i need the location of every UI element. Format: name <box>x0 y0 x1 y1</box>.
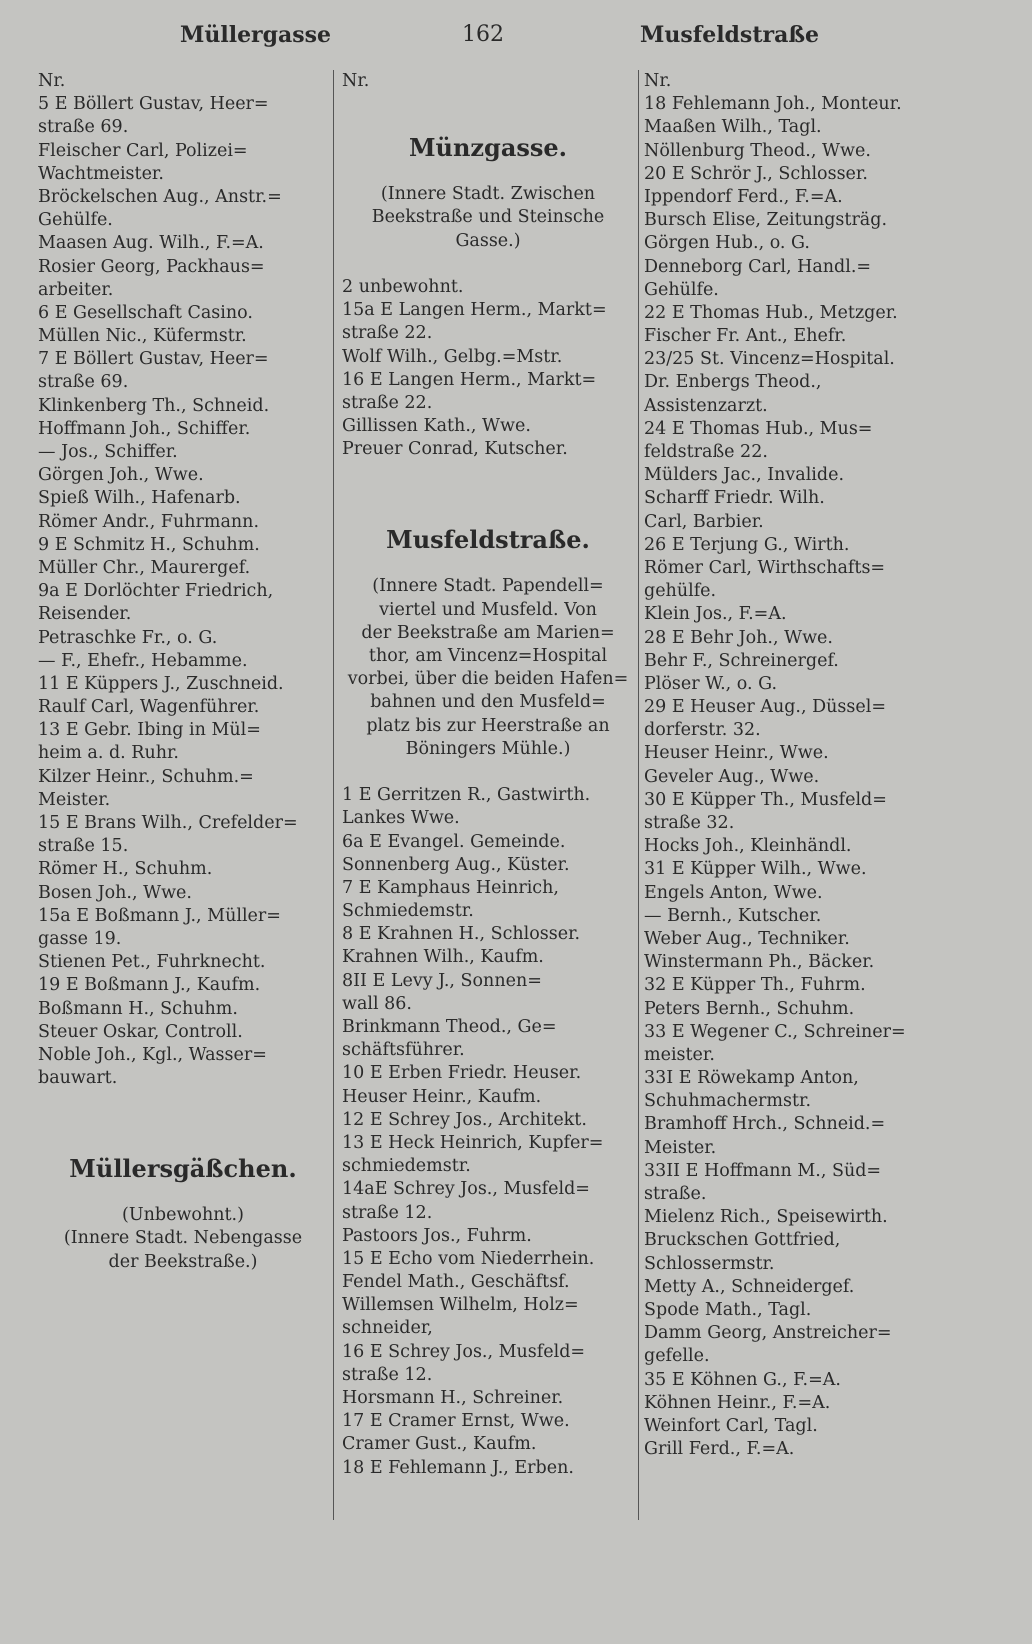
entry-line: feldstraße 22. <box>644 442 768 462</box>
description-line: (Innere Stadt. Nebengasse <box>63 1228 303 1249</box>
street-title-musfeldstrasse: Musfeldstraße. <box>386 525 590 555</box>
column-divider <box>333 70 334 1520</box>
description-line: platz bis zur Heerstraße an <box>366 715 610 736</box>
column-divider <box>638 70 639 1520</box>
entry-line: 1 E Gerritzen R., Gastwirth. <box>342 785 591 806</box>
entry-line: Maasen Aug. Wilh., F.=A. <box>38 233 264 254</box>
entry-line: 35 E Köhnen G., F.=A. <box>644 1369 841 1390</box>
description-line: der Beekstraße.) <box>108 1251 258 1272</box>
entry-line: Preuer Conrad, Kutscher. <box>342 439 568 460</box>
entry-line: gehülfe. <box>644 581 717 602</box>
entry-line: Stienen Pet., Fuhrknecht. <box>38 952 266 973</box>
entry-line: arbeiter. <box>38 279 114 300</box>
entry-list <box>342 784 634 1480</box>
entry-line: Köhnen Heinr., F.=A. <box>644 1392 831 1413</box>
entry-line: 16 E Schrey Jos., Musfeld= <box>342 1341 586 1362</box>
entry-line: 23/25 St. Vincenz=Hospital. <box>644 349 895 370</box>
street-title-muenzgasse: Münzgasse. <box>408 133 568 163</box>
entry-line: Bosen Joh., Wwe. <box>38 882 192 903</box>
entry-line: — Bernh., Kutscher. <box>644 905 822 926</box>
entry-line: meister. <box>644 1044 715 1065</box>
entry-line: 7 E Böllert Gustav, Heer= <box>38 349 269 370</box>
entry-line: straße 15. <box>38 836 129 857</box>
entry-line: 13 E Gebr. Ibing in Mül= <box>38 720 261 741</box>
entry-line: 30 E Küpper Th., Musfeld= <box>644 789 887 810</box>
nr-label: Nr. <box>38 71 66 91</box>
entry-line: straße 12. <box>342 1202 433 1223</box>
entry-line: 29 E Heuser Aug., Düssel= <box>644 697 887 718</box>
entry-line: Reisender. <box>38 604 132 625</box>
entry-list <box>38 93 328 1090</box>
description-line: vorbei, über die beiden Hafen= <box>347 669 629 690</box>
entry-line: Maaßen Wilh., Tagl. <box>644 117 822 138</box>
entry-line: Fleischer Carl, Polizei= <box>38 140 248 161</box>
entry-line: Spieß Wilh., Hafenarb. <box>38 488 241 509</box>
entry-line: Peters Bernh., Schuhm. <box>644 998 855 1019</box>
entry-line: Cramer Gust., Kaufm. <box>342 1434 537 1455</box>
entry-line: Bramhoff Hrch., Schneid.= <box>644 1114 886 1135</box>
entry-line: 32 E Küpper Th., Fuhrm. <box>644 975 866 996</box>
entry-line: Rosier Georg, Packhaus= <box>38 256 265 277</box>
entry-line: 15 E Brans Wilh., Crefelder= <box>38 813 298 833</box>
entry-line: Noble Joh., Kgl., Wasser= <box>38 1044 267 1065</box>
street-description <box>342 183 634 253</box>
entry-line: 33 E Wegener C., Schreiner= <box>644 1021 906 1042</box>
entry-line: Boßmann H., Schuhm. <box>38 998 238 1019</box>
page-header <box>0 22 1032 56</box>
entry-line: 10 E Erben Friedr. Heuser. <box>342 1063 582 1084</box>
description-line: Gasse.) <box>455 230 521 251</box>
entry-line: Bröckelschen Aug., Anstr.= <box>38 186 282 207</box>
entry-line: straße 69. <box>38 117 129 138</box>
entry-line: Schuhmachermstr. <box>644 1091 812 1112</box>
description-line: bahnen und den Musfeld= <box>370 692 606 713</box>
entry-line: 9a E Dorlöchter Friedrich, <box>38 581 274 602</box>
entry-line: 14aE Schrey Jos., Musfeld= <box>342 1179 590 1200</box>
entry-line: Görgen Joh., Wwe. <box>38 465 204 486</box>
street-description <box>38 1204 328 1274</box>
entry-line: Bruckschen Gottfried, <box>644 1230 841 1251</box>
entry-line: 26 E Terjung G., Wirth. <box>644 534 850 555</box>
entry-line: — Jos., Schiffer. <box>38 442 178 462</box>
entry-line: 2 unbewohnt. <box>342 276 464 297</box>
entry-line: Petraschke Fr., o. G. <box>38 627 218 648</box>
entry-line: 18 Fehlemann Joh., Monteur. <box>644 94 902 115</box>
entry-line: Weber Aug., Techniker. <box>644 928 850 949</box>
entry-line: — F., Ehefr., Hebamme. <box>38 650 248 671</box>
entry-line: Römer Andr., Fuhrmann. <box>38 511 260 532</box>
entry-line: Geveler Aug., Wwe. <box>644 766 820 787</box>
description-line: viertel und Musfeld. Von <box>379 599 597 620</box>
entry-line: 16 E Langen Herm., Markt= <box>342 369 597 390</box>
entry-line: 11 E Küppers J., Zuschneid. <box>38 673 284 694</box>
entry-line: Damm Georg, Anstreicher= <box>644 1323 892 1344</box>
entry-line: Klinkenberg Th., Schneid. <box>38 395 270 416</box>
entry-line: Willemsen Wilhelm, Holz= <box>342 1295 579 1316</box>
entry-line: Gillissen Kath., Wwe. <box>342 416 531 437</box>
entry-line: 28 E Behr Joh., Wwe. <box>644 627 833 648</box>
nr-label: Nr. <box>644 71 672 91</box>
entry-line: Brinkmann Theod., Ge= <box>342 1017 557 1037</box>
entry-line: Raulf Carl, Wagenführer. <box>38 697 260 718</box>
description-line: (Innere Stadt. Zwischen <box>380 184 596 205</box>
entry-line: Engels Anton, Wwe. <box>644 882 823 903</box>
entry-line: Gehülfe. <box>38 210 113 231</box>
entry-line: 33II E Hoffmann M., Süd= <box>644 1160 882 1181</box>
entry-line: 12 E Schrey Jos., Architekt. <box>342 1109 587 1130</box>
entry-line: Scharff Friedr. Wilh. <box>644 488 825 509</box>
entry-line: Nöllenburg Theod., Wwe. <box>644 140 871 161</box>
entry-line: 8II E Levy J., Sonnen= <box>342 970 542 991</box>
description-line: der Beekstraße am Marien= <box>361 622 615 643</box>
entry-line: 15 E Echo vom Niederrhein. <box>342 1248 595 1269</box>
entry-line: Plöser W., o. G. <box>644 673 778 694</box>
entry-line: Meister. <box>38 789 111 810</box>
entry-line: Müllen Nic., Küfermstr. <box>38 326 247 347</box>
entry-line: Metty A., Schneidergef. <box>644 1276 855 1297</box>
entry-line: Fischer Fr. Ant., Ehefr. <box>644 326 847 347</box>
entry-line: straße 69. <box>38 372 129 393</box>
entry-line: Fendel Math., Geschäftsf. <box>342 1272 570 1293</box>
description-line: (Unbewohnt.) <box>122 1205 244 1226</box>
entry-line: 18 E Fehlemann J., Erben. <box>342 1457 574 1478</box>
entry-list <box>644 93 944 1461</box>
entry-line: Pastoors Jos., Fuhrm. <box>342 1225 532 1246</box>
entry-line: Römer H., Schuhm. <box>38 859 213 880</box>
entry-line: Kilzer Heinr., Schuhm.= <box>38 766 254 787</box>
entry-line: Krahnen Wilh., Kaufm. <box>342 947 544 968</box>
description-line: Beekstraße und Steinsche <box>371 207 605 228</box>
entry-line: 5 E Böllert Gustav, Heer= <box>38 94 269 115</box>
entry-line: 20 E Schrör J., Schlosser. <box>644 163 868 184</box>
entry-line: 17 E Cramer Ernst, Wwe. <box>342 1411 570 1432</box>
entry-line: Bursch Elise, Zeitungsträg. <box>644 210 888 231</box>
entry-line: 9 E Schmitz H., Schuhm. <box>38 534 260 555</box>
entry-line: Weinfort Carl, Tagl. <box>644 1415 818 1436</box>
entry-line: schäftsführer. <box>342 1040 465 1061</box>
entry-line: Ippendorf Ferd., F.=A. <box>644 186 843 207</box>
entry-line: 13 E Heck Heinrich, Kupfer= <box>342 1132 604 1153</box>
entry-line: 6 E Gesellschaft Casino. <box>38 302 253 323</box>
nr-label: Nr. <box>342 71 370 91</box>
entry-line: Heuser Heinr., Kaufm. <box>342 1086 542 1107</box>
entry-line: 19 E Boßmann J., Kaufm. <box>38 975 261 996</box>
entry-line: Horsmann H., Schreiner. <box>342 1388 564 1408</box>
entry-line: 8 E Krahnen H., Schlosser. <box>342 924 581 945</box>
entry-line: straße 12. <box>342 1364 433 1385</box>
entry-line: 31 E Küpper Wilh., Wwe. <box>644 859 867 880</box>
description-line: Böningers Mühle.) <box>405 738 571 759</box>
page-number: 162 <box>462 22 504 47</box>
entry-line: wall 86. <box>342 993 412 1014</box>
entry-line: 7 E Kamphaus Heinrich, <box>342 877 559 898</box>
entry-line: 24 E Thomas Hub., Mus= <box>644 418 873 439</box>
entry-line: schneider, <box>342 1318 433 1339</box>
entry-line: schmiedemstr. <box>342 1156 471 1177</box>
entry-line: Gehülfe. <box>644 279 719 300</box>
column-left <box>38 70 328 1274</box>
entry-line: Heuser Heinr., Wwe. <box>644 743 829 764</box>
entry-line: Sonnenberg Aug., Küster. <box>342 854 570 875</box>
entry-line: Steuer Oskar, Controll. <box>38 1021 243 1042</box>
entry-line: 33I E Röwekamp Anton, <box>644 1068 859 1089</box>
entry-line: Hocks Joh., Kleinhändl. <box>644 836 852 857</box>
entry-line: Mülders Jac., Invalide. <box>644 465 845 486</box>
entry-line: Spode Math., Tagl. <box>644 1299 812 1320</box>
entry-line: bauwart. <box>38 1068 118 1089</box>
entry-line: straße 22. <box>342 392 433 413</box>
entry-line: 22 E Thomas Hub., Metzger. <box>644 302 898 323</box>
entry-list <box>342 276 634 462</box>
entry-line: heim a. d. Ruhr. <box>38 743 179 764</box>
entry-line: gefelle. <box>644 1346 710 1367</box>
entry-line: Meister. <box>644 1137 717 1158</box>
description-line: thor, am Vincenz=Hospital <box>368 646 608 666</box>
entry-line: Görgen Hub., o. G. <box>644 233 810 254</box>
description-line: (Innere Stadt. Papendell= <box>372 576 604 597</box>
entry-line: straße 22. <box>342 323 433 344</box>
street-description <box>342 575 634 761</box>
entry-line: Klein Jos., F.=A. <box>644 604 787 625</box>
entry-line: 6a E Evangel. Gemeinde. <box>342 831 566 852</box>
entry-line: Wolf Wilh., Gelbg.=Mstr. <box>342 346 563 367</box>
entry-line: Müller Chr., Maurergef. <box>38 557 251 578</box>
entry-line: Lankes Wwe. <box>342 808 460 829</box>
entry-line: straße. <box>644 1184 707 1204</box>
header-right-street: Musfeldstraße <box>640 22 820 48</box>
entry-line: Winstermann Ph., Bäcker. <box>644 952 875 973</box>
entry-line: Schmiedemstr. <box>342 901 474 922</box>
entry-line: gasse 19. <box>38 928 122 949</box>
entry-line: Mielenz Rich., Speisewirth. <box>644 1207 888 1228</box>
entry-line: Dr. Enbergs Theod., <box>644 372 822 393</box>
entry-line: straße 32. <box>644 813 735 833</box>
entry-line: 15a E Langen Herm., Markt= <box>342 300 607 321</box>
column-middle <box>342 70 634 1480</box>
column-right <box>644 70 944 1461</box>
entry-line: Assistenzarzt. <box>644 395 768 416</box>
entry-line: Wachtmeister. <box>38 163 164 184</box>
entry-line: Schlossermstr. <box>644 1253 775 1274</box>
entry-line: Grill Ferd., F.=A. <box>644 1439 795 1460</box>
entry-line: Römer Carl, Wirthschafts= <box>644 557 886 578</box>
header-left-street: Müllergasse <box>180 22 332 48</box>
entry-line: Behr F., Schreinergef. <box>644 650 839 671</box>
entry-line: 15a E Boßmann J., Müller= <box>38 905 281 926</box>
entry-line: dorferstr. 32. <box>644 720 761 741</box>
entry-line: Denneborg Carl, Handl.= <box>644 256 872 277</box>
street-title-muellersgaesschen: Müllersgäßchen. <box>69 1154 297 1184</box>
entry-line: Carl, Barbier. <box>644 511 764 532</box>
entry-line: Hoffmann Joh., Schiffer. <box>38 418 251 439</box>
